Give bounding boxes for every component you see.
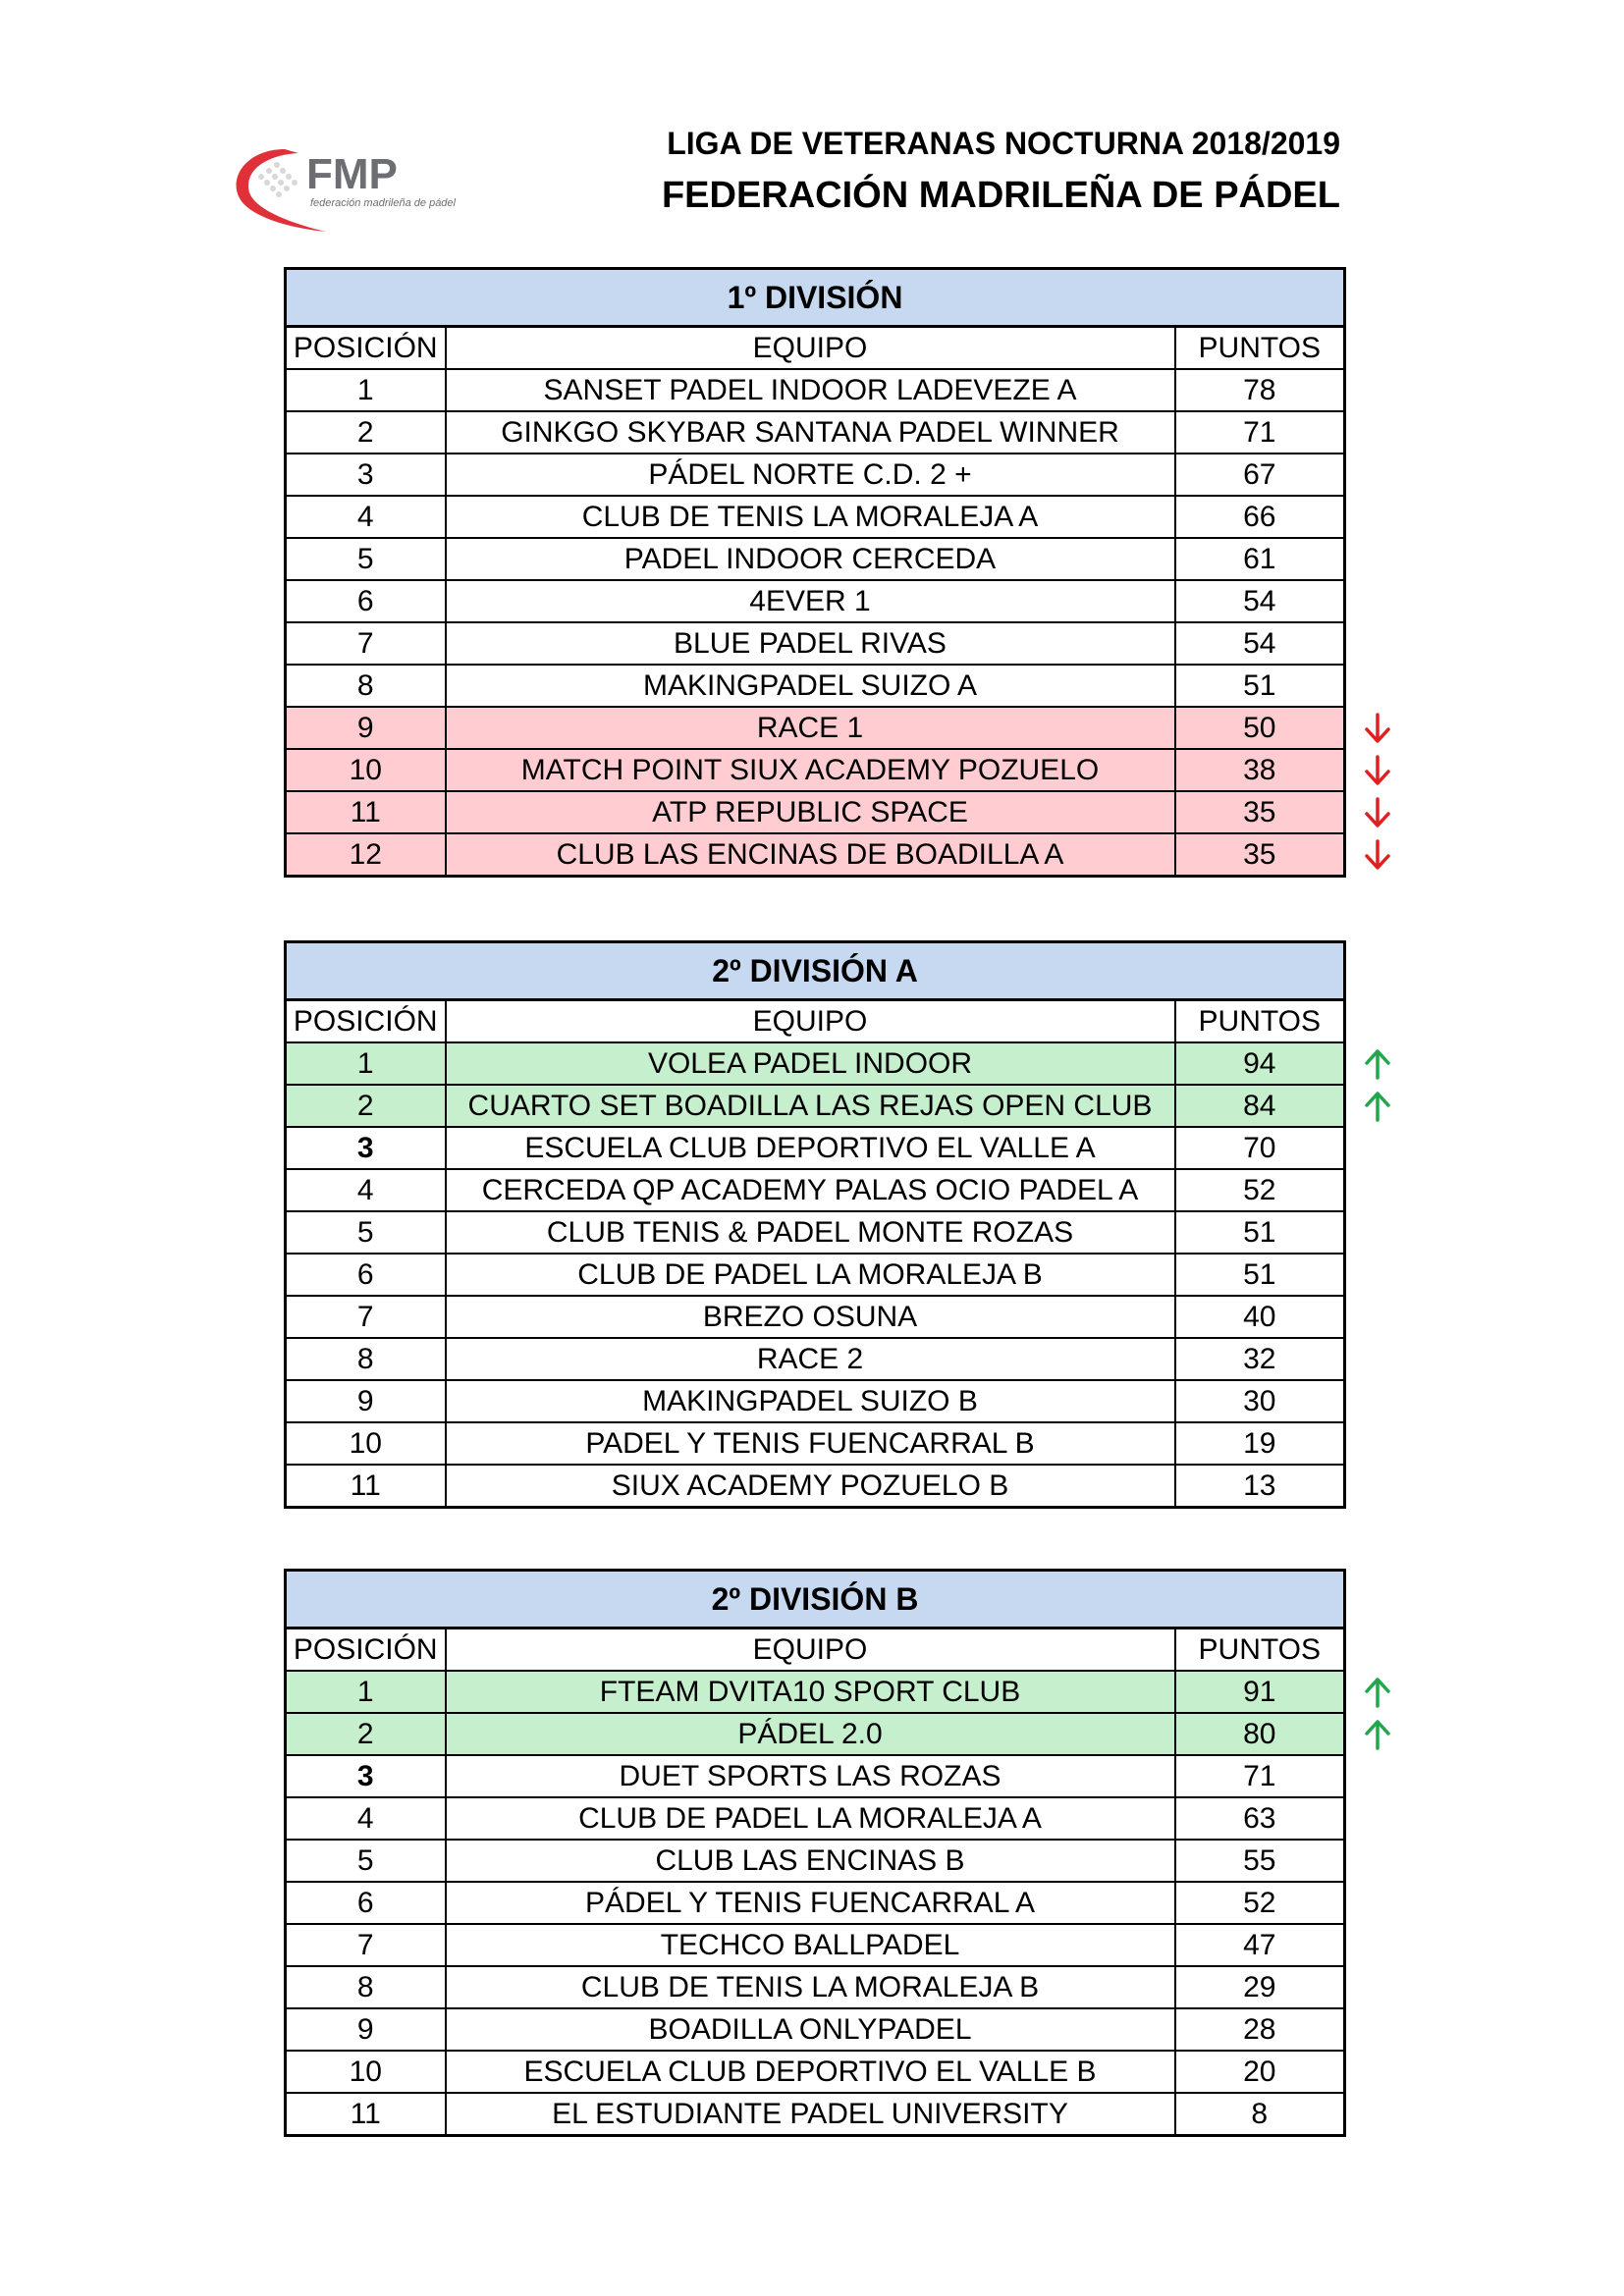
logo-text: FMP: [306, 150, 398, 198]
division-table-3: [284, 1569, 1343, 2137]
division-title: 1º DIVISIÓN: [286, 269, 1345, 327]
division-header-row: [286, 1571, 1345, 1629]
points-cell: 67: [1175, 454, 1345, 496]
points-cell: 52: [1175, 1169, 1345, 1211]
column-header-team: EQUIPO: [446, 1000, 1175, 1043]
team-cell: RACE 1: [446, 707, 1175, 749]
team-cell: 4EVER 1: [446, 580, 1175, 622]
standings-table: [284, 1569, 1346, 2137]
position-cell: 11: [286, 2093, 446, 2136]
points-cell: 47: [1175, 1924, 1345, 1966]
team-cell: CLUB TENIS & PADEL MONTE ROZAS: [446, 1211, 1175, 1254]
position-cell: 6: [286, 1882, 446, 1924]
team-cell: EL ESTUDIANTE PADEL UNIVERSITY: [446, 2093, 1175, 2136]
points-cell: 51: [1175, 665, 1345, 707]
position-cell: 8: [286, 1338, 446, 1380]
fmp-logo: [228, 137, 493, 236]
position-cell: 9: [286, 707, 446, 749]
points-cell: 8: [1175, 2093, 1345, 2136]
column-header-position: POSICIÓN: [286, 1000, 446, 1043]
position-cell: 5: [286, 1211, 446, 1254]
division-title: 2º DIVISIÓN A: [286, 942, 1345, 1000]
team-cell: PÁDEL NORTE C.D. 2 +: [446, 454, 1175, 496]
team-cell: CLUB LAS ENCINAS DE BOADILLA A: [446, 833, 1175, 877]
position-cell: 2: [286, 1085, 446, 1127]
table-row: [286, 622, 1345, 665]
points-cell: 66: [1175, 496, 1345, 538]
points-cell: 52: [1175, 1882, 1345, 1924]
team-cell: ESCUELA CLUB DEPORTIVO EL VALLE B: [446, 2051, 1175, 2093]
position-cell: 3: [286, 1127, 446, 1169]
table-row: [286, 369, 1345, 411]
position-cell: 7: [286, 622, 446, 665]
position-cell: 5: [286, 1840, 446, 1882]
points-cell: 32: [1175, 1338, 1345, 1380]
team-cell: MATCH POINT SIUX ACADEMY POZUELO: [446, 749, 1175, 791]
column-header-points: PUNTOS: [1175, 327, 1345, 370]
points-cell: 50: [1175, 707, 1345, 749]
points-cell: 51: [1175, 1211, 1345, 1254]
team-cell: PADEL INDOOR CERCEDA: [446, 538, 1175, 580]
table-row: [286, 707, 1345, 749]
team-cell: PÁDEL 2.0: [446, 1713, 1175, 1755]
column-header-team: EQUIPO: [446, 327, 1175, 370]
points-cell: 71: [1175, 411, 1345, 454]
position-cell: 10: [286, 1422, 446, 1465]
points-cell: 29: [1175, 1966, 1345, 2008]
table-row: [286, 1296, 1345, 1338]
position-cell: 3: [286, 1755, 446, 1797]
position-cell: 8: [286, 665, 446, 707]
table-row: [286, 1422, 1345, 1465]
team-cell: ATP REPUBLIC SPACE: [446, 791, 1175, 833]
team-cell: PADEL Y TENIS FUENCARRAL B: [446, 1422, 1175, 1465]
team-cell: TECHCO BALLPADEL: [446, 1924, 1175, 1966]
table-row: [286, 1671, 1345, 1713]
points-cell: 70: [1175, 1127, 1345, 1169]
position-cell: 10: [286, 2051, 446, 2093]
column-header-row: [286, 327, 1345, 370]
points-cell: 54: [1175, 580, 1345, 622]
position-cell: 3: [286, 454, 446, 496]
points-cell: 40: [1175, 1296, 1345, 1338]
team-cell: CLUB DE PADEL LA MORALEJA A: [446, 1797, 1175, 1840]
points-cell: 28: [1175, 2008, 1345, 2051]
team-cell: GINKGO SKYBAR SANTANA PADEL WINNER: [446, 411, 1175, 454]
division-header-row: [286, 269, 1345, 327]
column-header-points: PUNTOS: [1175, 1000, 1345, 1043]
table-row: [286, 1966, 1345, 2008]
column-header-team: EQUIPO: [446, 1629, 1175, 1672]
table-row: [286, 1254, 1345, 1296]
team-cell: RACE 2: [446, 1338, 1175, 1380]
position-cell: 6: [286, 580, 446, 622]
column-header-position: POSICIÓN: [286, 327, 446, 370]
standings-table: [284, 267, 1346, 878]
points-cell: 55: [1175, 1840, 1345, 1882]
table-row: [286, 1882, 1345, 1924]
team-cell: ESCUELA CLUB DEPORTIVO EL VALLE A: [446, 1127, 1175, 1169]
points-cell: 51: [1175, 1254, 1345, 1296]
position-cell: 9: [286, 2008, 446, 2051]
table-row: [286, 1085, 1345, 1127]
logo-subtitle: federación madrileña de pádel: [310, 197, 456, 209]
relegation-arrow-icon: [1363, 713, 1392, 744]
points-cell: 80: [1175, 1713, 1345, 1755]
table-row: [286, 1127, 1345, 1169]
points-cell: 30: [1175, 1380, 1345, 1422]
position-cell: 5: [286, 538, 446, 580]
position-cell: 12: [286, 833, 446, 877]
team-cell: BLUE PADEL RIVAS: [446, 622, 1175, 665]
position-cell: 7: [286, 1296, 446, 1338]
team-cell: BREZO OSUNA: [446, 1296, 1175, 1338]
table-row: [286, 833, 1345, 877]
position-cell: 11: [286, 791, 446, 833]
table-row: [286, 1713, 1345, 1755]
position-cell: 4: [286, 1169, 446, 1211]
table-row: [286, 2008, 1345, 2051]
position-cell: 2: [286, 1713, 446, 1755]
relegation-arrow-icon: [1363, 839, 1392, 871]
table-row: [286, 454, 1345, 496]
division-table-1: [284, 267, 1343, 878]
position-cell: 1: [286, 1042, 446, 1085]
team-cell: MAKINGPADEL SUIZO A: [446, 665, 1175, 707]
table-row: [286, 496, 1345, 538]
division-table-2: [284, 940, 1343, 1509]
table-row: [286, 2093, 1345, 2136]
position-cell: 10: [286, 749, 446, 791]
table-row: [286, 1797, 1345, 1840]
relegation-arrow-icon: [1363, 755, 1392, 786]
column-header-position: POSICIÓN: [286, 1629, 446, 1672]
position-cell: 4: [286, 496, 446, 538]
table-row: [286, 1211, 1345, 1254]
table-row: [286, 665, 1345, 707]
column-header-row: [286, 1629, 1345, 1672]
column-header-points: PUNTOS: [1175, 1629, 1345, 1672]
relegation-arrow-icon: [1363, 797, 1392, 828]
federation-title: FEDERACIÓN MADRILEÑA DE PÁDEL: [661, 175, 1340, 216]
position-cell: 8: [286, 1966, 446, 2008]
points-cell: 35: [1175, 833, 1345, 877]
table-row: [286, 1169, 1345, 1211]
team-cell: DUET SPORTS LAS ROZAS: [446, 1755, 1175, 1797]
position-cell: 2: [286, 411, 446, 454]
table-row: [286, 580, 1345, 622]
team-cell: CLUB LAS ENCINAS B: [446, 1840, 1175, 1882]
position-cell: 1: [286, 369, 446, 411]
team-cell: CERCEDA QP ACADEMY PALAS OCIO PADEL A: [446, 1169, 1175, 1211]
points-cell: 20: [1175, 2051, 1345, 2093]
position-cell: 9: [286, 1380, 446, 1422]
position-cell: 6: [286, 1254, 446, 1296]
promotion-arrow-icon: [1363, 1719, 1392, 1750]
table-row: [286, 538, 1345, 580]
team-cell: BOADILLA ONLYPADEL: [446, 2008, 1175, 2051]
league-title: LIGA DE VETERANAS NOCTURNA 2018/2019: [667, 126, 1340, 161]
table-row: [286, 1840, 1345, 1882]
table-row: [286, 1755, 1345, 1797]
column-header-row: [286, 1000, 1345, 1043]
team-cell: SIUX ACADEMY POZUELO B: [446, 1465, 1175, 1508]
table-row: [286, 1924, 1345, 1966]
position-cell: 11: [286, 1465, 446, 1508]
table-row: [286, 1338, 1345, 1380]
team-cell: CLUB DE PADEL LA MORALEJA B: [446, 1254, 1175, 1296]
points-cell: 38: [1175, 749, 1345, 791]
division-title: 2º DIVISIÓN B: [286, 1571, 1345, 1629]
table-row: [286, 2051, 1345, 2093]
points-cell: 61: [1175, 538, 1345, 580]
points-cell: 91: [1175, 1671, 1345, 1713]
team-cell: MAKINGPADEL SUIZO B: [446, 1380, 1175, 1422]
points-cell: 94: [1175, 1042, 1345, 1085]
logo-dots: [258, 162, 298, 197]
points-cell: 13: [1175, 1465, 1345, 1508]
points-cell: 71: [1175, 1755, 1345, 1797]
team-cell: SANSET PADEL INDOOR LADEVEZE A: [446, 369, 1175, 411]
team-cell: PÁDEL Y TENIS FUENCARRAL A: [446, 1882, 1175, 1924]
table-row: [286, 411, 1345, 454]
division-header-row: [286, 942, 1345, 1000]
points-cell: 19: [1175, 1422, 1345, 1465]
team-cell: CUARTO SET BOADILLA LAS REJAS OPEN CLUB: [446, 1085, 1175, 1127]
table-row: [286, 1042, 1345, 1085]
team-cell: CLUB DE TENIS LA MORALEJA A: [446, 496, 1175, 538]
points-cell: 78: [1175, 369, 1345, 411]
team-cell: VOLEA PADEL INDOOR: [446, 1042, 1175, 1085]
team-cell: FTEAM DVITA10 SPORT CLUB: [446, 1671, 1175, 1713]
promotion-arrow-icon: [1363, 1048, 1392, 1080]
table-row: [286, 791, 1345, 833]
position-cell: 4: [286, 1797, 446, 1840]
points-cell: 63: [1175, 1797, 1345, 1840]
table-row: [286, 749, 1345, 791]
points-cell: 54: [1175, 622, 1345, 665]
position-cell: 7: [286, 1924, 446, 1966]
team-cell: CLUB DE TENIS LA MORALEJA B: [446, 1966, 1175, 2008]
table-row: [286, 1380, 1345, 1422]
points-cell: 35: [1175, 791, 1345, 833]
points-cell: 84: [1175, 1085, 1345, 1127]
standings-table: [284, 940, 1346, 1509]
table-row: [286, 1465, 1345, 1508]
promotion-arrow-icon: [1363, 1677, 1392, 1708]
promotion-arrow-icon: [1363, 1091, 1392, 1122]
position-cell: 1: [286, 1671, 446, 1713]
